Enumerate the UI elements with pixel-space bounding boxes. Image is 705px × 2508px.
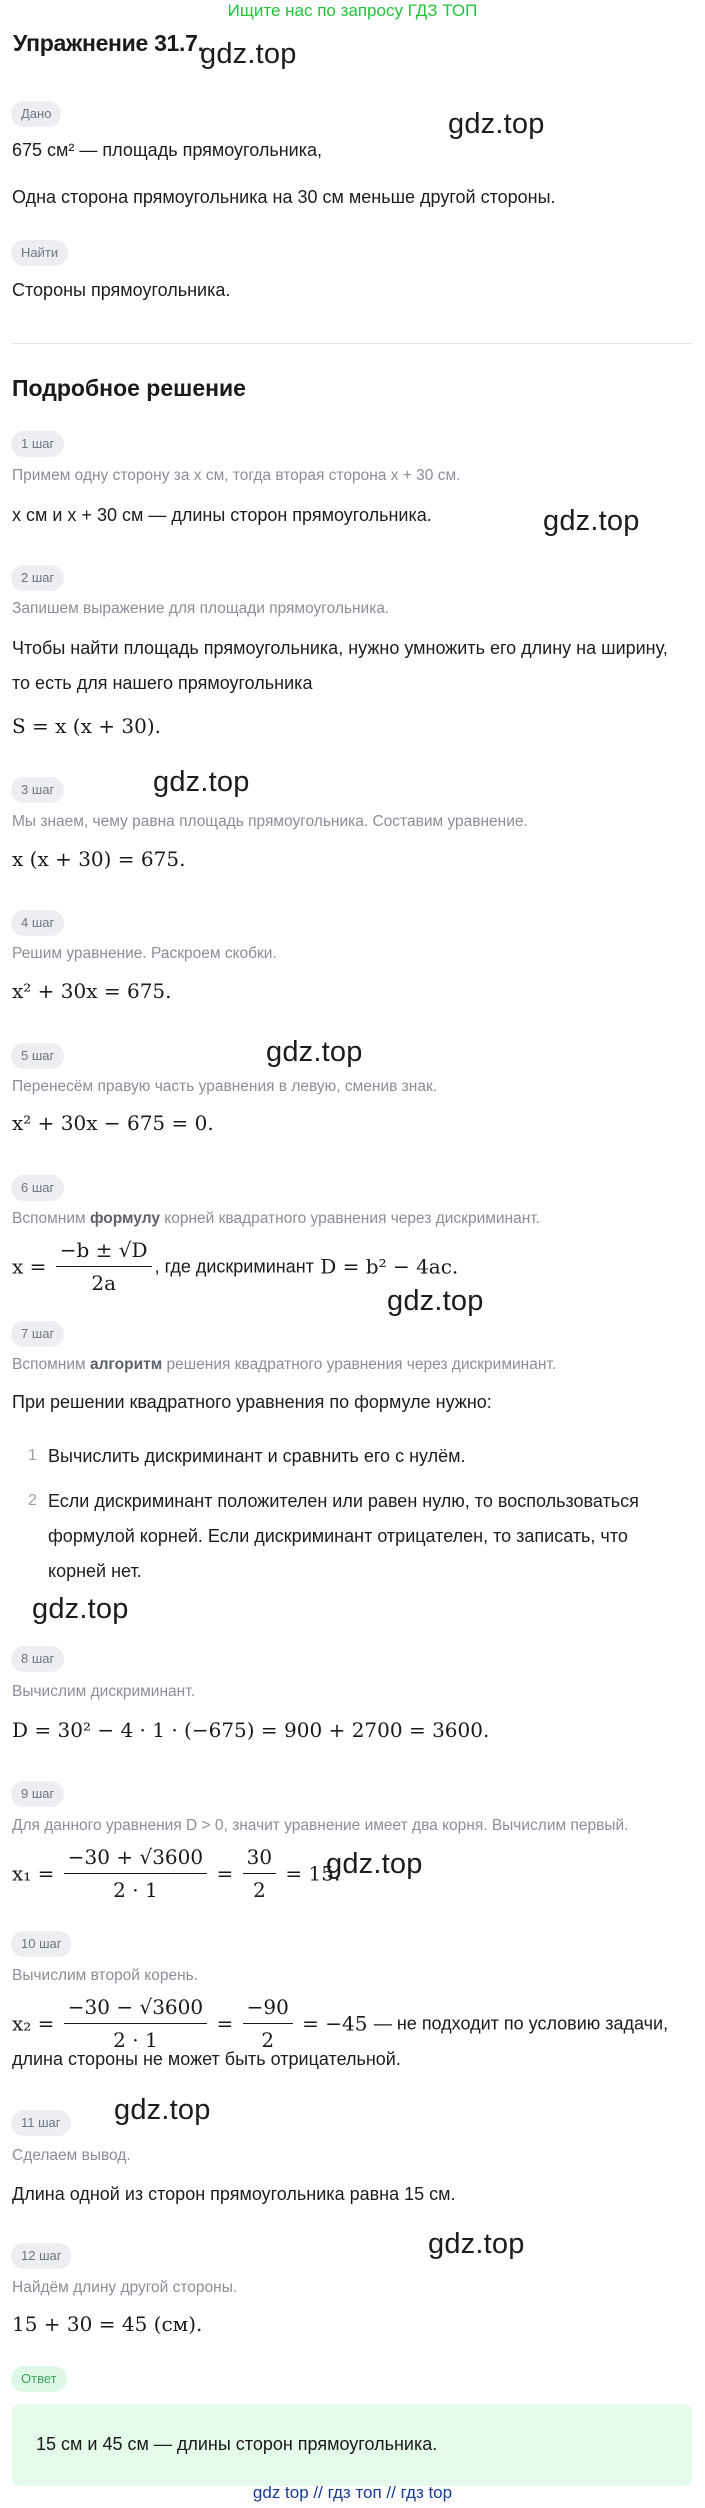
step-badge: 8 шаг: [11, 1646, 64, 1672]
step-text: длина стороны не может быть отрицательной.: [12, 2049, 401, 2069]
fraction-numerator: 30: [243, 1843, 276, 1874]
formula-right: = 15.: [285, 1861, 341, 1886]
step-formula: x² + 30x − 675 = 0.: [12, 1111, 214, 1135]
step-hint: [12, 1208, 540, 1230]
hint-bold-link[interactable]: алгоритм: [89, 1356, 163, 1373]
answer-badge: Ответ: [11, 2366, 67, 2392]
formula-mid: , где дискриминант: [154, 1256, 314, 1277]
step-formula: S = x (x + 30).: [12, 714, 161, 738]
fraction-denominator: 2 · 1: [113, 2028, 158, 2052]
step-hint: Примем одну сторону за x см, тогда вторая сторона x + 30 см.: [12, 467, 461, 484]
step-badge: 12 шаг: [11, 2243, 71, 2269]
watermark: gdz.top: [448, 108, 545, 140]
watermark: gdz.top: [32, 1593, 129, 1625]
formula-fraction: [243, 1843, 276, 1904]
step-text: Длина одной из сторон прямоугольника равна 15 см.: [12, 2184, 456, 2204]
watermark: gdz.top: [543, 505, 640, 537]
step-badge: 9 шаг: [11, 1781, 64, 1807]
fraction-denominator: 2: [252, 1878, 266, 1902]
step-hint: [12, 1354, 556, 1376]
step-hint: Найдём длину другой стороны.: [12, 2279, 238, 2296]
step-badge: 10 шаг: [11, 1931, 71, 1957]
step-formula: D = 30² − 4 · 1 · (−675) = 900 + 2700 = 3600.: [12, 1718, 490, 1742]
step-text: Чтобы найти площадь прямоугольника, нужно умножить его длину на ширину,: [12, 638, 668, 658]
watermark: gdz.top: [387, 1285, 484, 1317]
hint-pre: Вспомним: [12, 1210, 90, 1227]
step-formula: 15 + 30 = 45 (см).: [12, 2312, 203, 2336]
find-line-1: Стороны прямоугольника.: [12, 280, 231, 300]
list-number: 1: [28, 1447, 37, 1464]
given-line-1: 675 см² — площадь прямоугольника,: [12, 140, 322, 160]
watermark: gdz.top: [326, 1848, 423, 1880]
given-line-2: Одна сторона прямоугольника на 30 см меньше другой стороны.: [12, 187, 556, 207]
list-item: формулой корней. Если дискриминант отрицателен, то записать, что: [48, 1526, 628, 1546]
formula-fraction: [243, 1993, 293, 2054]
step-formula: [12, 1236, 458, 1297]
step-formula: x² + 30x = 675.: [12, 979, 172, 1003]
step-text: x см и x + 30 см — длины сторон прямоугольника.: [12, 505, 432, 525]
formula-right: D = b² − 4ac.: [320, 1254, 459, 1279]
hint-post: корней квадратного уравнения через дискриминант.: [159, 1210, 540, 1227]
hint-post: решения квадратного уравнения через дискриминант.: [162, 1356, 557, 1373]
fraction-denominator: 2 · 1: [113, 1878, 158, 1902]
page-title: Упражнение 31.7.: [13, 30, 204, 56]
list-number: 2: [28, 1492, 37, 1509]
step-hint: Запишем выражение для площади прямоугольника.: [12, 600, 390, 617]
step-formula: [12, 1993, 668, 2054]
step-hint: Вычислим дискриминант.: [12, 1683, 195, 1700]
hint-pre: Вспомним: [12, 1356, 90, 1373]
step-hint: Перенесём правую часть уравнения в левую, сменив знак.: [12, 1078, 438, 1095]
step-hint: Мы знаем, чему равна площадь прямоугольника. Составим уравнение.: [12, 813, 528, 830]
formula-tail: — не подходит по условию задачи,: [373, 2013, 669, 2034]
given-badge: Дано: [11, 101, 61, 127]
step-badge: 11 шаг: [11, 2110, 71, 2136]
step-formula: [12, 1843, 340, 1904]
fraction-numerator: −30 − √3600: [64, 1993, 207, 2024]
fraction-denominator: 2a: [91, 1271, 116, 1295]
watermark: gdz.top: [114, 2094, 211, 2126]
watermark: gdz.top: [266, 1036, 363, 1068]
answer-text: 15 см и 45 см — длины сторон прямоугольника.: [36, 2434, 438, 2454]
step-formula: x (x + 30) = 675.: [12, 847, 186, 871]
list-item: Вычислить дискриминант и сравнить его с нулём.: [48, 1446, 466, 1466]
fraction-denominator: 2: [261, 2028, 275, 2052]
formula-left: x₁ =: [12, 1861, 55, 1886]
step-badge: 7 шаг: [11, 1321, 64, 1347]
list-item: корней нет.: [48, 1561, 142, 1581]
formula-left: x₂ =: [12, 2011, 55, 2036]
step-hint: Вычислим второй корень.: [12, 1967, 199, 1984]
watermark: gdz.top: [200, 38, 297, 70]
step-badge: 5 шаг: [11, 1043, 64, 1069]
step-hint: Для данного уравнения D > 0, значит уравнение имеет два корня. Вычислим первый.: [12, 1817, 629, 1834]
fraction-numerator: −90: [243, 1993, 293, 2024]
step-badge: 1 шаг: [11, 431, 64, 457]
step-badge: 6 шаг: [11, 1175, 64, 1201]
formula-equals: =: [216, 1861, 234, 1886]
step-text: При решении квадратного уравнения по формуле нужно:: [12, 1392, 492, 1412]
divider: [12, 343, 692, 344]
find-badge: Найти: [11, 240, 68, 266]
formula-fraction: [64, 1843, 207, 1904]
search-hint-link[interactable]: Ищите нас по запросу ГДЗ ТОП: [227, 1, 478, 20]
step-hint: Сделаем вывод.: [12, 2147, 131, 2164]
formula-fraction: [56, 1236, 152, 1297]
solution-title: Подробное решение: [12, 375, 246, 401]
step-badge: 2 шаг: [11, 565, 64, 591]
fraction-numerator: −b ± √D: [56, 1236, 152, 1267]
formula-right: = −45: [302, 2011, 368, 2036]
formula-fraction: [64, 1993, 207, 2054]
step-text: то есть для нашего прямоугольника: [12, 673, 313, 693]
list-item: Если дискриминант положителен или равен нулю, то воспользоваться: [48, 1491, 639, 1511]
fraction-numerator: −30 + √3600: [64, 1843, 207, 1874]
step-badge: 4 шаг: [11, 910, 64, 936]
watermark: gdz.top: [153, 766, 250, 798]
formula-equals: =: [216, 2011, 234, 2036]
footer-links[interactable]: gdz top // гдз топ // гдз top: [252, 2483, 453, 2502]
watermark: gdz.top: [428, 2228, 525, 2260]
step-badge: 3 шаг: [11, 777, 64, 803]
step-hint: Решим уравнение. Раскроем скобки.: [12, 945, 277, 962]
formula-left: x =: [12, 1254, 47, 1279]
hint-bold-link[interactable]: формулу: [89, 1210, 160, 1227]
